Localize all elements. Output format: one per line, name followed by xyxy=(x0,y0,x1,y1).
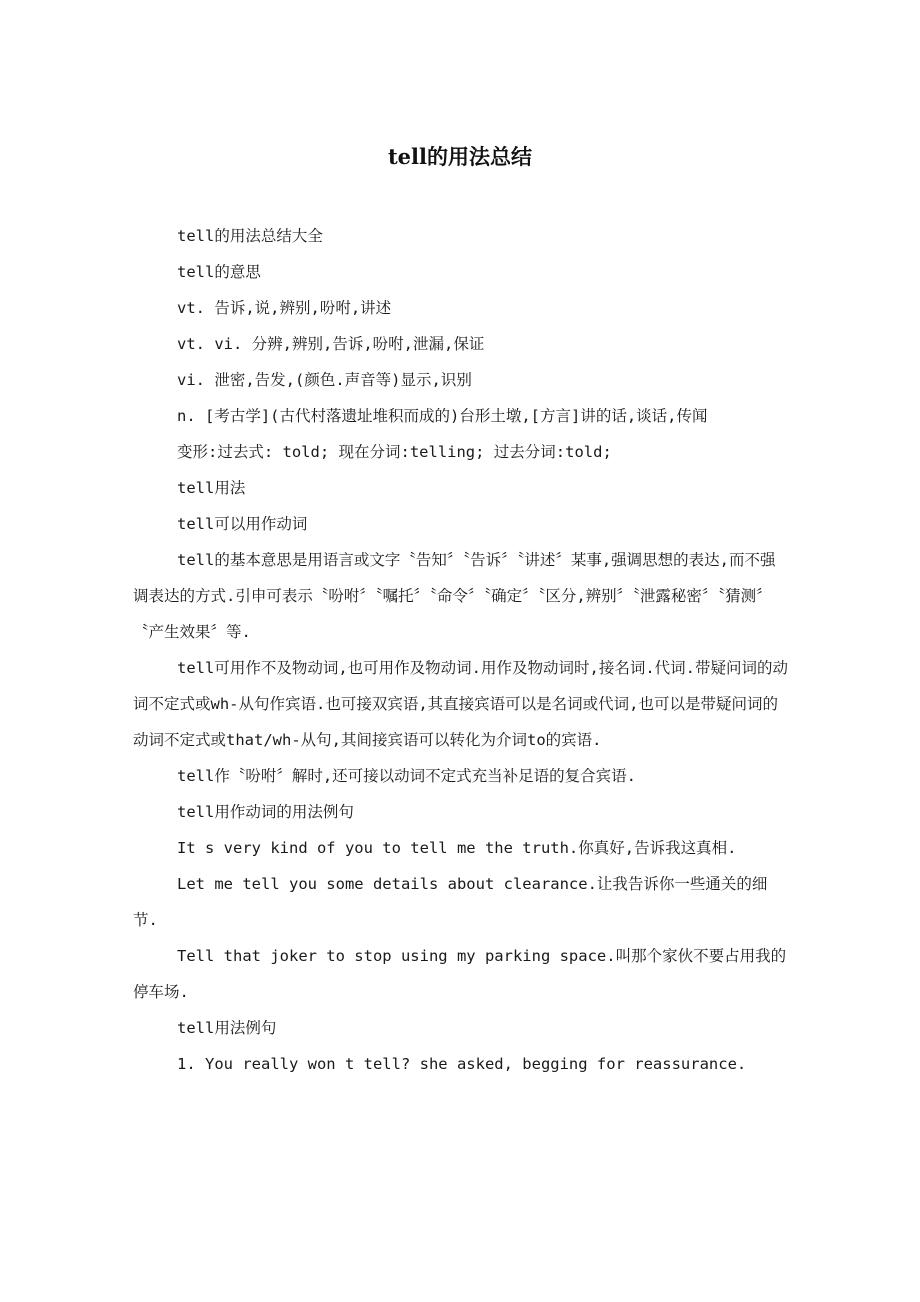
paragraph: tell用法 xyxy=(177,479,246,497)
paragraph: vi. 泄密,告发,(颜色.声音等)显示,识别 xyxy=(177,371,472,389)
paragraph: It s very kind of you to tell me the truth.你真好,告诉我这真相. xyxy=(177,839,737,857)
paragraph: tell可以用作动词 xyxy=(177,515,308,533)
paragraph: tell可用作不及物动词,也可用作及物动词.用作及物动词时,接名词.代词.带疑问词的动词不定式或wh-从句作宾语.也可接双宾语,其直接宾语可以是名词或代词,也可以是带疑问词的动词不定式或that/wh-从句,其间接宾语可以转化为介词to的宾语. xyxy=(133,659,788,749)
paragraph: tell用法例句 xyxy=(177,1019,277,1037)
paragraph: tell作〝吩咐〞解时,还可接以动词不定式充当补足语的复合宾语. xyxy=(177,767,636,785)
paragraph: tell的意思 xyxy=(177,263,261,281)
paragraph: tell的基本意思是用语言或文字〝告知〞〝告诉〞〝讲述〞某事,强调思想的表达,而不强调表达的方式.引申可表示〝吩咐〞〝嘱托〞〝命令〞〝确定〞〝区分,辨别〞〝泄露秘密〞〝猜测〞〝产生效果〞等. xyxy=(133,551,776,641)
paragraph: Tell that joker to stop using my parking space.叫那个家伙不要占用我的停车场. xyxy=(133,947,787,1001)
paragraph: tell的用法总结大全 xyxy=(177,227,323,245)
paragraph: vt. vi. 分辨,辨别,告诉,吩咐,泄漏,保证 xyxy=(177,335,485,353)
paragraph: vt. 告诉,说,辨别,吩咐,讲述 xyxy=(177,299,392,317)
paragraph: Let me tell you some details about clearance.让我告诉你一些通关的细节. xyxy=(133,875,768,929)
document-body xyxy=(133,218,788,1082)
document-title: tell的用法总结 xyxy=(387,144,533,169)
paragraph: 变形:过去式: told; 现在分词:telling; 过去分词:told; xyxy=(177,443,612,461)
paragraph: tell用作动词的用法例句 xyxy=(177,803,354,821)
paragraph: n. [考古学](古代村落遗址堆积而成的)台形土墩,[方言]讲的话,谈话,传闻 xyxy=(177,407,708,425)
paragraph: 1. You really won t tell? she asked, begging for reassurance. xyxy=(177,1055,747,1073)
